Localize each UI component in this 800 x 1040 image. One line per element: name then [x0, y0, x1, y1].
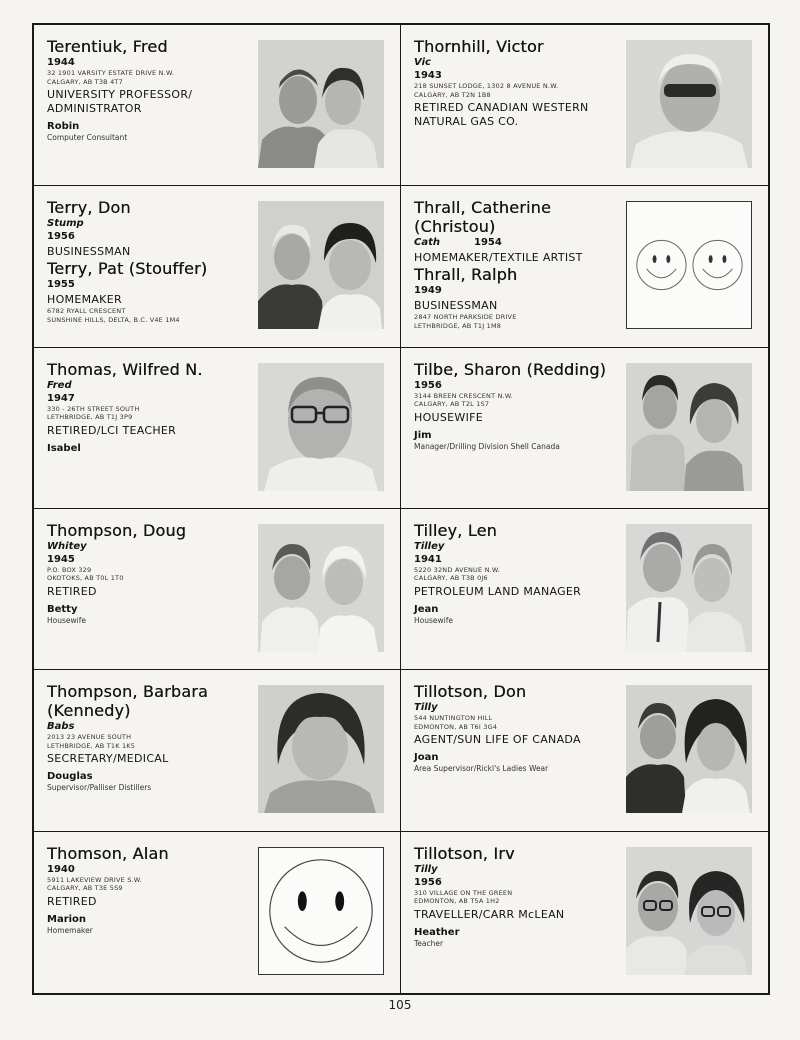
entry-name: Thompson, Doug	[47, 520, 187, 540]
entry-occupation: SECRETARY/MEDICAL	[47, 752, 169, 766]
couple-photo	[626, 363, 752, 491]
entry-name: Thornhill, Victor	[414, 37, 544, 56]
couple-photo	[258, 524, 384, 652]
entry-spouse-occupation: Homemaker	[47, 925, 93, 935]
entry-text	[47, 37, 252, 143]
entry-nickname: Vic	[414, 57, 431, 68]
entry-occupation: AGENT/SUN LIFE OF CANADA	[414, 733, 581, 747]
couple-photo	[258, 40, 384, 168]
entry-text	[414, 37, 619, 129]
entry-tillotson-don	[401, 670, 768, 831]
entry-occupation: RETIRED	[47, 584, 97, 598]
entry-spouse-occupation: Area Supervisor/Ricki's Ladies Wear	[414, 764, 549, 774]
entry-name: Tillotson, Don	[414, 682, 527, 702]
entry-spouse: Joan	[414, 752, 439, 764]
entry-address-line: LETHBRIDGE, AB T1K 1K5	[47, 741, 136, 750]
entry-text	[414, 360, 619, 452]
entry-year: 1956	[414, 379, 442, 391]
entry-nickname: Tilly	[414, 863, 438, 875]
entry-terry-don-pat	[34, 186, 401, 347]
entry-text	[414, 844, 619, 949]
entry-name: Thrall, Catherine (Christou)	[414, 198, 552, 237]
entry-name-second: Thrall, Ralph	[414, 265, 518, 285]
entry-occupation: TRAVELLER/CARR McLEAN	[414, 907, 565, 921]
directory-grid	[32, 23, 770, 995]
entry-year-second: 1955	[47, 279, 75, 291]
entry-tillotson-irv	[401, 832, 768, 993]
entry-year: 1956	[47, 231, 75, 243]
entry-thompson-doug	[34, 509, 401, 670]
entry-name: Tilley, Len	[414, 520, 497, 540]
entry-address-line: LETHBRIDGE, AB T1J 1M8	[414, 321, 502, 330]
entry-year: 1956	[414, 876, 442, 888]
entry-thomson-alan	[34, 832, 401, 993]
entry-occupation: PETROLEUM LAND MANAGER	[414, 584, 582, 598]
entry-occupation: HOUSEWIFE	[414, 410, 484, 424]
entry-text	[47, 198, 252, 324]
smiley-face-image	[258, 847, 384, 975]
entry-year: 1944	[47, 57, 75, 68]
entry-name: Thomas, Wilfred N.	[47, 359, 203, 379]
entry-nickname: Fred	[47, 379, 72, 391]
entry-address-line: 2013 23 AVENUE SOUTH	[47, 733, 132, 742]
single-photo	[258, 685, 384, 813]
entry-text	[414, 198, 619, 330]
entry-nickname: Cath	[414, 237, 440, 249]
entry-address-line: 6782 RYALL CRESCENT	[47, 307, 126, 316]
entry-text	[47, 360, 252, 455]
entry-nickname: Stump	[47, 218, 84, 230]
entry-address-line: 2847 NORTH PARKSIDE DRIVE	[414, 313, 517, 322]
entry-name: Thomson, Alan	[47, 843, 169, 863]
entry-year: 1947	[47, 392, 75, 404]
couple-photo	[626, 685, 752, 813]
couple-photo	[626, 847, 752, 975]
entry-address-line: SUNSHINE HILLS, DELTA, B.C. V4E 1M4	[47, 315, 180, 324]
entry-thornhill-victor	[401, 25, 768, 186]
entry-address-line: CALGARY, AB T2N 1B8	[414, 90, 491, 99]
single-photo	[258, 363, 384, 491]
entry-occupation-second: BUSINESSMAN	[414, 299, 498, 313]
entry-spouse-occupation: Housewife	[47, 615, 86, 625]
entry-spouse: Jean	[414, 603, 439, 615]
entry-spouse-occupation: Teacher	[414, 938, 444, 948]
entry-spouse: Douglas	[47, 771, 93, 783]
entry-spouse: Heather	[414, 926, 460, 938]
entry-name: Terry, Don	[47, 198, 131, 218]
entry-address-line: EDMONTON, AB T6I 3G4	[414, 722, 498, 731]
entry-address-line: 5911 LAKEVIEW DRIVE S.W.	[47, 875, 142, 884]
entry-address-line: EDMONTON, AB T5A 1H2	[414, 897, 500, 906]
entry-spouse: Jim	[414, 429, 432, 441]
entry-occupation-second: HOMEMAKER	[47, 293, 122, 307]
entry-nickname: Babs	[47, 721, 75, 733]
entry-address-line: 218 SUNSET LODGE, 1302 8 AVENUE N.W.	[414, 82, 559, 90]
entry-text	[47, 521, 252, 626]
entry-spouse-occupation: Computer Consultant	[47, 133, 128, 142]
entry-occupation: RETIRED	[47, 894, 97, 908]
entry-name: Thompson, Barbara (Kennedy)	[47, 682, 208, 721]
entry-spouse-occupation: Manager/Drilling Division Shell Canada	[414, 441, 560, 451]
entry-address-line: OKOTOKS, AB T0L 1T0	[47, 574, 124, 583]
entry-thompson-barbara	[34, 670, 401, 831]
entry-thomas-wilfred	[34, 348, 401, 509]
entry-year-second: 1949	[414, 285, 442, 297]
entry-tilley-len	[401, 509, 768, 670]
entry-nickname: Whitey	[47, 540, 87, 552]
entry-text	[414, 682, 619, 774]
page-number: 105	[388, 998, 412, 1012]
entry-address-line: 330 - 26TH STREET SOUTH	[47, 404, 140, 413]
entry-year: 1940	[47, 863, 75, 875]
entry-spouse-occupation: Supervisor/Palliser Distillers	[47, 783, 152, 793]
entry-nickname: Tilly	[414, 702, 438, 714]
entry-year: 1941	[414, 553, 442, 565]
entry-thrall-catherine-ralph	[401, 186, 768, 347]
two-smiley-faces-image	[626, 201, 752, 329]
entry-spouse: Robin	[47, 121, 80, 132]
entry-address-line: P.O. BOX 329	[47, 565, 92, 574]
entry-text	[414, 521, 619, 626]
entry-address-line: CALGARY, AB T3B 0J6	[414, 574, 488, 583]
entry-name: Tillotson, Irv	[414, 843, 515, 863]
entry-spouse: Betty	[47, 603, 78, 615]
entry-tilbe-sharon	[401, 348, 768, 509]
entry-address-line: CALGARY, AB T3E 5S9	[47, 884, 123, 893]
entry-nickname: Tilley	[414, 540, 445, 552]
entry-spouse-occupation: Housewife	[414, 615, 453, 625]
entry-occupation: BUSINESSMAN	[47, 245, 131, 259]
entry-address-line: 3144 BREEN CRESCENT N.W.	[414, 391, 514, 400]
entry-name: Tilbe, Sharon (Redding)	[414, 359, 607, 379]
entry-address-line: 32 1901 VARSITY ESTATE DRIVE N.W.	[47, 69, 175, 77]
entry-address-line: 5220 32ND AVENUE N.W.	[414, 565, 501, 574]
entry-year: 1943	[414, 70, 442, 81]
single-photo	[626, 40, 752, 168]
couple-photo	[258, 201, 384, 329]
entry-occupation: RETIRED/LCI TEACHER	[47, 423, 177, 437]
entry-terentiuk-fred	[34, 25, 401, 186]
entry-occupation: RETIRED CANADIAN WESTERN NATURAL GAS CO.	[414, 101, 589, 128]
entry-address-line: CALGARY, AB T2L 1S7	[414, 400, 490, 409]
entry-spouse: Isabel	[47, 442, 81, 454]
entry-nickname-year	[414, 236, 619, 249]
entry-year: 1945	[47, 553, 75, 565]
entry-occupation: UNIVERSITY PROFESSOR/ ADMINISTRATOR	[47, 88, 193, 115]
entry-year: 1954	[474, 237, 502, 249]
entry-spouse: Marion	[47, 913, 87, 925]
couple-photo	[626, 524, 752, 652]
entry-text	[47, 844, 252, 936]
entry-text	[47, 682, 252, 793]
entry-address-line: LETHBRIDGE, AB T1J 3P9	[47, 413, 133, 422]
entry-name-second: Terry, Pat (Stouffer)	[47, 259, 208, 279]
entry-address-line: 544 NUNTINGTON HILL	[414, 714, 493, 723]
entry-address-line: 310 VILLAGE ON THE GREEN	[414, 888, 513, 897]
entry-name: Terentiuk, Fred	[47, 37, 168, 56]
entry-address-line: CALGARY, AB T3B 4T7	[47, 77, 123, 86]
entry-occupation: HOMEMAKER/TEXTILE ARTIST	[414, 251, 583, 265]
